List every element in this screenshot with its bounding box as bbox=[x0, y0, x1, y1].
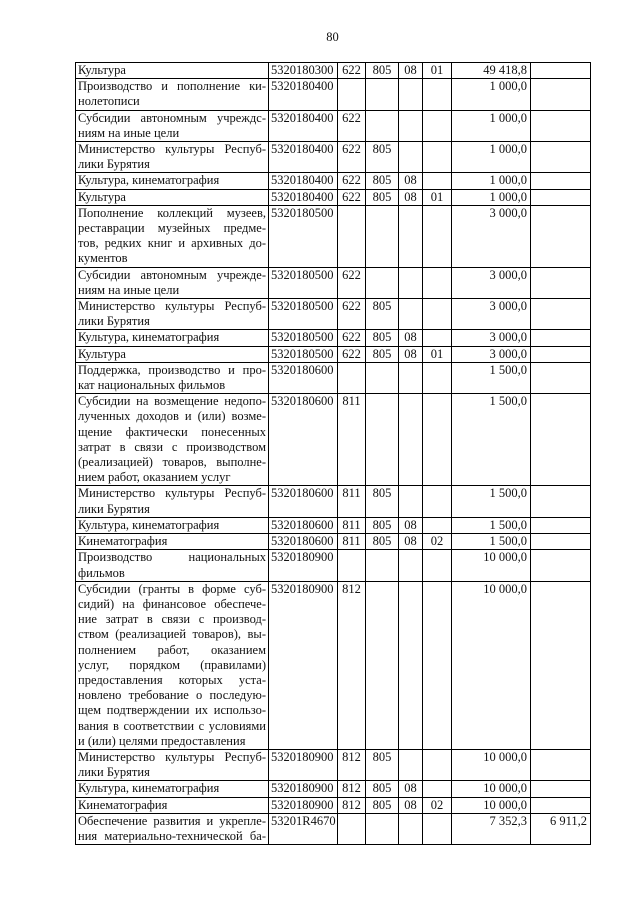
department-code: 805 bbox=[366, 534, 399, 550]
item-name-line: Поддержка, производство и про- bbox=[78, 362, 266, 377]
table-row bbox=[76, 534, 591, 550]
department-code: 805 bbox=[366, 142, 399, 173]
item-name bbox=[76, 394, 269, 486]
item-name-line: Культура, кинематография bbox=[78, 781, 220, 796]
section-code bbox=[399, 205, 423, 267]
target-code: 5320180500 bbox=[269, 299, 338, 330]
target-code: 53201R4670 bbox=[269, 813, 338, 844]
amount-current: 1 000,0 bbox=[452, 79, 531, 110]
expense-type: 622 bbox=[338, 267, 366, 298]
item-name bbox=[76, 299, 269, 330]
target-code: 5320180400 bbox=[269, 189, 338, 205]
subsection-code bbox=[423, 813, 452, 844]
expense-type: 622 bbox=[338, 173, 366, 189]
amount-next bbox=[531, 394, 591, 486]
expense-type bbox=[338, 813, 366, 844]
amount-current: 1 500,0 bbox=[452, 534, 531, 550]
item-name bbox=[76, 79, 269, 110]
item-name bbox=[76, 142, 269, 173]
item-name-line: Производство национальных bbox=[78, 550, 266, 565]
amount-current: 10 000,0 bbox=[452, 797, 531, 813]
subsection-code bbox=[423, 550, 452, 581]
item-name-line: Пополнение коллекций музеев, bbox=[78, 205, 266, 220]
table-row bbox=[76, 749, 591, 780]
amount-current: 7 352,3 bbox=[452, 813, 531, 844]
subsection-code bbox=[423, 299, 452, 330]
expense-type: 812 bbox=[338, 781, 366, 797]
table-row bbox=[76, 362, 591, 393]
subsection-code bbox=[423, 749, 452, 780]
target-code: 5320180400 bbox=[269, 110, 338, 141]
section-code bbox=[399, 486, 423, 517]
item-name-line: реставрации музейных предме- bbox=[78, 221, 266, 236]
table-row bbox=[76, 267, 591, 298]
table-row bbox=[76, 486, 591, 517]
table-row bbox=[76, 110, 591, 141]
amount-next bbox=[531, 110, 591, 141]
amount-next bbox=[531, 797, 591, 813]
amount-next bbox=[531, 330, 591, 346]
item-name-line: Культура, кинематография bbox=[78, 330, 220, 345]
department-code: 805 bbox=[366, 517, 399, 533]
target-code: 5320180900 bbox=[269, 550, 338, 581]
section-code: 08 bbox=[399, 534, 423, 550]
subsection-code: 01 bbox=[423, 189, 452, 205]
item-name-line: нолетописи bbox=[78, 94, 140, 109]
item-name-line: кументов bbox=[78, 251, 128, 266]
department-code: 805 bbox=[366, 797, 399, 813]
item-name bbox=[76, 362, 269, 393]
department-code: 805 bbox=[366, 173, 399, 189]
target-code: 5320180400 bbox=[269, 173, 338, 189]
department-code: 805 bbox=[366, 63, 399, 79]
section-code bbox=[399, 581, 423, 749]
department-code: 805 bbox=[366, 781, 399, 797]
item-name bbox=[76, 813, 269, 844]
item-name-line: ниям на иные цели bbox=[78, 282, 180, 297]
subsection-code: 02 bbox=[423, 797, 452, 813]
target-code: 5320180900 bbox=[269, 781, 338, 797]
target-code: 5320180900 bbox=[269, 581, 338, 749]
department-code: 805 bbox=[366, 749, 399, 780]
item-name bbox=[76, 550, 269, 581]
amount-next bbox=[531, 781, 591, 797]
expense-type: 812 bbox=[338, 749, 366, 780]
amount-next bbox=[531, 486, 591, 517]
item-name-line: тов, редких книг и архивных до- bbox=[78, 236, 266, 251]
section-code bbox=[399, 142, 423, 173]
section-code bbox=[399, 550, 423, 581]
item-name-line: лики Бурятия bbox=[78, 157, 150, 172]
subsection-code bbox=[423, 142, 452, 173]
item-name bbox=[76, 346, 269, 362]
section-code bbox=[399, 362, 423, 393]
target-code: 5320180900 bbox=[269, 797, 338, 813]
item-name bbox=[76, 581, 269, 749]
department-code bbox=[366, 394, 399, 486]
subsection-code bbox=[423, 205, 452, 267]
amount-current: 3 000,0 bbox=[452, 330, 531, 346]
amount-current: 3 000,0 bbox=[452, 346, 531, 362]
item-name-line: Культура bbox=[78, 346, 126, 361]
amount-next bbox=[531, 749, 591, 780]
expense-type: 622 bbox=[338, 142, 366, 173]
amount-next bbox=[531, 581, 591, 749]
expense-type: 622 bbox=[338, 330, 366, 346]
section-code: 08 bbox=[399, 517, 423, 533]
amount-current: 49 418,8 bbox=[452, 63, 531, 79]
item-name bbox=[76, 797, 269, 813]
amount-current: 10 000,0 bbox=[452, 581, 531, 749]
item-name-line: щем подтверждении их использо- bbox=[78, 703, 266, 718]
department-code: 805 bbox=[366, 330, 399, 346]
amount-next bbox=[531, 142, 591, 173]
table-row bbox=[76, 550, 591, 581]
department-code: 805 bbox=[366, 486, 399, 517]
amount-current: 1 000,0 bbox=[452, 189, 531, 205]
amount-next bbox=[531, 267, 591, 298]
item-name-line: полнением работ, оказанием bbox=[78, 642, 266, 657]
amount-next bbox=[531, 189, 591, 205]
item-name-line: ние затрат в связи с производ- bbox=[78, 612, 266, 627]
expense-type: 622 bbox=[338, 189, 366, 205]
item-name-line: (реализацией) товаров, выполне- bbox=[78, 455, 266, 470]
department-code bbox=[366, 362, 399, 393]
item-name-line: Субсидии (гранты в форме суб- bbox=[78, 581, 266, 596]
section-code: 08 bbox=[399, 330, 423, 346]
page-number: 80 bbox=[326, 30, 339, 44]
section-code bbox=[399, 813, 423, 844]
table-row bbox=[76, 79, 591, 110]
target-code: 5320180500 bbox=[269, 330, 338, 346]
table-row bbox=[76, 330, 591, 346]
section-code bbox=[399, 267, 423, 298]
item-name bbox=[76, 749, 269, 780]
item-name-line: ния материально-технической ба- bbox=[78, 828, 266, 843]
item-name-line: Производство и пополнение ки- bbox=[78, 79, 266, 94]
department-code bbox=[366, 581, 399, 749]
target-code: 5320180400 bbox=[269, 79, 338, 110]
table-row bbox=[76, 797, 591, 813]
expense-type bbox=[338, 362, 366, 393]
item-name-line: Культура bbox=[78, 63, 126, 77]
item-name-line: Министерство культуры Респуб- bbox=[78, 749, 266, 764]
item-name-line: Культура, кинематография bbox=[78, 517, 220, 532]
amount-current: 1 500,0 bbox=[452, 517, 531, 533]
expense-type bbox=[338, 79, 366, 110]
target-code: 5320180500 bbox=[269, 205, 338, 267]
section-code bbox=[399, 299, 423, 330]
subsection-code bbox=[423, 173, 452, 189]
department-code bbox=[366, 205, 399, 267]
item-name-line: щение фактически понесенных bbox=[78, 424, 266, 439]
item-name-line: Министерство культуры Респуб- bbox=[78, 486, 266, 501]
item-name-line: Кинематография bbox=[78, 797, 168, 812]
item-name bbox=[76, 189, 269, 205]
item-name-line: Обеспечение развития и укрепле- bbox=[78, 813, 266, 828]
expense-type: 811 bbox=[338, 517, 366, 533]
subsection-code: 01 bbox=[423, 346, 452, 362]
subsection-code bbox=[423, 517, 452, 533]
expense-type bbox=[338, 205, 366, 267]
amount-next bbox=[531, 299, 591, 330]
item-name-line: затрат в связи с производством bbox=[78, 439, 266, 454]
budget-table bbox=[75, 62, 591, 845]
item-name-line: фильмов bbox=[78, 565, 125, 580]
table-row bbox=[76, 142, 591, 173]
expense-type: 622 bbox=[338, 299, 366, 330]
expense-type: 622 bbox=[338, 110, 366, 141]
amount-next bbox=[531, 517, 591, 533]
target-code: 5320180300 bbox=[269, 63, 338, 79]
target-code: 5320180600 bbox=[269, 394, 338, 486]
table-row bbox=[76, 63, 591, 79]
department-code: 805 bbox=[366, 189, 399, 205]
item-name-line: Культура, кинематография bbox=[78, 173, 220, 188]
amount-current: 1 000,0 bbox=[452, 173, 531, 189]
item-name-line: Министерство культуры Респуб- bbox=[78, 142, 266, 157]
department-code bbox=[366, 110, 399, 141]
amount-current: 3 000,0 bbox=[452, 205, 531, 267]
target-code: 5320180500 bbox=[269, 346, 338, 362]
table-row bbox=[76, 581, 591, 749]
subsection-code bbox=[423, 362, 452, 393]
target-code: 5320180400 bbox=[269, 142, 338, 173]
item-name-line: лики Бурятия bbox=[78, 314, 150, 329]
item-name bbox=[76, 486, 269, 517]
table-row bbox=[76, 189, 591, 205]
target-code: 5320180600 bbox=[269, 362, 338, 393]
section-code: 08 bbox=[399, 173, 423, 189]
item-name-line: нием работ, оказанием услуг bbox=[78, 470, 231, 485]
section-code: 08 bbox=[399, 346, 423, 362]
item-name-line: вания в соответствии с условиями bbox=[78, 718, 266, 733]
item-name bbox=[76, 63, 269, 79]
subsection-code bbox=[423, 394, 452, 486]
table-row bbox=[76, 517, 591, 533]
item-name-line: Культура bbox=[78, 189, 126, 204]
amount-next bbox=[531, 534, 591, 550]
subsection-code bbox=[423, 581, 452, 749]
department-code bbox=[366, 267, 399, 298]
table-row bbox=[76, 781, 591, 797]
expense-type bbox=[338, 550, 366, 581]
table-row bbox=[76, 299, 591, 330]
amount-current: 1 000,0 bbox=[452, 142, 531, 173]
department-code: 805 bbox=[366, 299, 399, 330]
department-code bbox=[366, 550, 399, 581]
expense-type: 622 bbox=[338, 63, 366, 79]
section-code: 08 bbox=[399, 797, 423, 813]
item-name-line: и (или) целями предоставления bbox=[78, 733, 246, 748]
expense-type: 811 bbox=[338, 486, 366, 517]
item-name bbox=[76, 534, 269, 550]
subsection-code bbox=[423, 110, 452, 141]
subsection-code bbox=[423, 781, 452, 797]
amount-next bbox=[531, 205, 591, 267]
item-name-line: Субсидии на возмещение недопо- bbox=[78, 394, 266, 409]
subsection-code bbox=[423, 267, 452, 298]
section-code bbox=[399, 110, 423, 141]
item-name-line: Субсидии автономным учрежде- bbox=[78, 267, 266, 282]
amount-next: 6 911,2 bbox=[531, 813, 591, 844]
amount-current: 1 500,0 bbox=[452, 394, 531, 486]
target-code: 5320180900 bbox=[269, 749, 338, 780]
section-code: 08 bbox=[399, 63, 423, 79]
subsection-code: 01 bbox=[423, 63, 452, 79]
amount-current: 1 500,0 bbox=[452, 486, 531, 517]
amount-next bbox=[531, 550, 591, 581]
subsection-code: 02 bbox=[423, 534, 452, 550]
department-code bbox=[366, 813, 399, 844]
item-name-line: кат национальных фильмов bbox=[78, 378, 226, 393]
item-name bbox=[76, 517, 269, 533]
item-name bbox=[76, 173, 269, 189]
section-code bbox=[399, 79, 423, 110]
item-name-line: новлено требование о последую- bbox=[78, 688, 266, 703]
section-code bbox=[399, 749, 423, 780]
subsection-code bbox=[423, 79, 452, 110]
amount-current: 10 000,0 bbox=[452, 781, 531, 797]
table-row bbox=[76, 813, 591, 844]
item-name-line: Кинематография bbox=[78, 534, 168, 549]
department-code: 805 bbox=[366, 346, 399, 362]
table-row bbox=[76, 394, 591, 486]
item-name bbox=[76, 781, 269, 797]
item-name bbox=[76, 267, 269, 298]
expense-type: 811 bbox=[338, 534, 366, 550]
item-name-line: Министерство культуры Респуб- bbox=[78, 299, 266, 314]
target-code: 5320180600 bbox=[269, 517, 338, 533]
amount-current: 3 000,0 bbox=[452, 299, 531, 330]
item-name-line: лученных доходов и (или) возме- bbox=[78, 409, 266, 424]
amount-next bbox=[531, 346, 591, 362]
subsection-code bbox=[423, 486, 452, 517]
amount-current: 10 000,0 bbox=[452, 550, 531, 581]
item-name bbox=[76, 205, 269, 267]
amount-current: 10 000,0 bbox=[452, 749, 531, 780]
amount-next bbox=[531, 362, 591, 393]
item-name-line: услуг, порядком (правилами) bbox=[78, 657, 266, 672]
table-row bbox=[76, 205, 591, 267]
item-name-line: Субсидии автономным учреждс- bbox=[78, 110, 266, 125]
amount-current: 3 000,0 bbox=[452, 267, 531, 298]
amount-next bbox=[531, 173, 591, 189]
subsection-code bbox=[423, 330, 452, 346]
item-name-line: ством (реализацией товаров), вы- bbox=[78, 627, 266, 642]
item-name-line: предоставления которых уста- bbox=[78, 672, 266, 687]
section-code: 08 bbox=[399, 189, 423, 205]
item-name-line: лики Бурятия bbox=[78, 501, 150, 516]
item-name-line: лики Бурятия bbox=[78, 765, 150, 780]
table-row bbox=[76, 346, 591, 362]
table-row bbox=[76, 173, 591, 189]
item-name bbox=[76, 110, 269, 141]
amount-current: 1 500,0 bbox=[452, 362, 531, 393]
target-code: 5320180600 bbox=[269, 486, 338, 517]
amount-next bbox=[531, 63, 591, 79]
item-name bbox=[76, 330, 269, 346]
expense-type: 811 bbox=[338, 394, 366, 486]
expense-type: 812 bbox=[338, 581, 366, 749]
expense-type: 812 bbox=[338, 797, 366, 813]
item-name-line: сидий) на финансовое обеспече- bbox=[78, 596, 266, 611]
expense-type: 622 bbox=[338, 346, 366, 362]
item-name-line: ниям на иные цели bbox=[78, 125, 180, 140]
section-code: 08 bbox=[399, 781, 423, 797]
amount-next bbox=[531, 79, 591, 110]
target-code: 5320180600 bbox=[269, 534, 338, 550]
amount-current: 1 000,0 bbox=[452, 110, 531, 141]
section-code bbox=[399, 394, 423, 486]
target-code: 5320180500 bbox=[269, 267, 338, 298]
department-code bbox=[366, 79, 399, 110]
